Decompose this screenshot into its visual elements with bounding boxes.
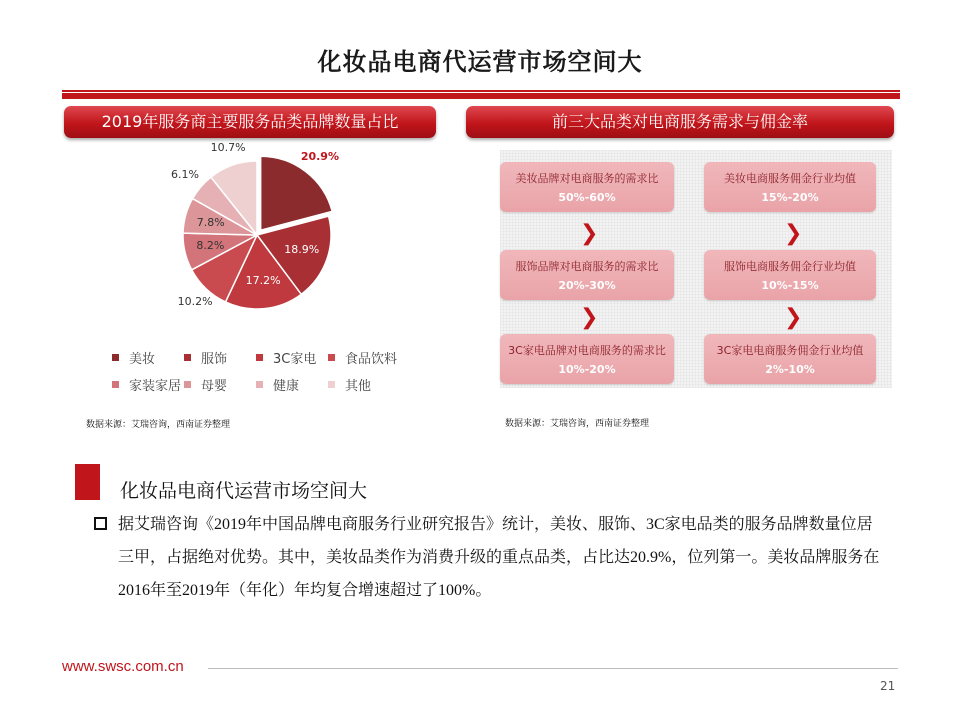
legend-item <box>112 375 184 394</box>
legend-item <box>184 375 256 394</box>
pie-data-label: 6.1% <box>171 168 199 182</box>
legend-label: 其他 <box>345 379 372 394</box>
demand-card-label: 服饰品牌对电商服务的需求比 <box>515 260 659 273</box>
footer-divider <box>208 668 898 669</box>
pie-data-label: 10.7% <box>210 141 246 155</box>
arrow-down-icon: ❯ <box>784 221 803 246</box>
legend-label: 母婴 <box>201 379 228 394</box>
pie-chart <box>100 140 440 330</box>
legend-label: 食品饮料 <box>345 352 398 367</box>
arrow-down-icon: ❯ <box>784 305 803 330</box>
commission-card-label: 3C家电电商服务佣金行业均值 <box>716 344 864 357</box>
demand-card-label: 美妆品牌对电商服务的需求比 <box>515 172 659 185</box>
pie-data-label: 8.2% <box>196 238 225 252</box>
legend-label: 美妆 <box>129 352 156 367</box>
demand-card-3c <box>500 334 674 384</box>
legend-swatch <box>328 354 335 361</box>
page-number: 21 <box>880 679 896 693</box>
section-marker <box>75 464 100 500</box>
bullet-square-icon <box>94 517 107 530</box>
legend-swatch <box>328 381 335 388</box>
legend-label: 健康 <box>273 379 300 394</box>
page-title: 化妆品电商代运营市场空间大 <box>317 48 643 76</box>
legend-item <box>184 348 256 367</box>
arrow-down-icon: ❯ <box>580 305 599 330</box>
demand-card-value: 20%-30% <box>558 279 616 292</box>
legend-item <box>328 348 400 367</box>
commission-card-label: 美妆电商服务佣金行业均值 <box>724 172 856 185</box>
right-source: 数据来源：艾瑞咨询，西南证券整理 <box>505 419 650 429</box>
pie-chart-svg <box>100 140 440 330</box>
legend-item <box>256 348 328 367</box>
pie-data-label: 10.2% <box>177 294 213 308</box>
legend-swatch <box>184 354 191 361</box>
commission-card-value: 10%-15% <box>761 279 819 292</box>
legend-swatch <box>184 381 191 388</box>
left-panel-header: 2019年服务商主要服务品类品牌数量占比 <box>64 106 436 138</box>
section-title: 化妆品电商代运营市场空间大 <box>120 480 368 502</box>
commission-card-value: 2%-10% <box>765 363 815 376</box>
footer-url[interactable]: www.swsc.com.cn <box>62 658 184 675</box>
pie-data-label: 18.9% <box>284 243 320 257</box>
right-panel-header: 前三大品类对电商服务需求与佣金率 <box>466 106 894 138</box>
pie-data-label: 17.2% <box>245 273 281 287</box>
title-divider-thin <box>62 90 900 92</box>
demand-card-label: 3C家电品牌对电商服务的需求比 <box>508 344 666 357</box>
demand-card-beauty <box>500 162 674 212</box>
demand-card-value: 10%-20% <box>558 363 616 376</box>
title-divider-thick <box>62 93 900 99</box>
commission-card-3c <box>704 334 876 384</box>
legend-item <box>256 375 328 394</box>
legend-label: 3C家电 <box>273 352 317 367</box>
arrow-down-icon: ❯ <box>580 221 599 246</box>
commission-card-beauty <box>704 162 876 212</box>
pie-data-label: 20.9% <box>300 150 339 164</box>
legend-item <box>328 375 400 394</box>
legend-swatch <box>112 354 119 361</box>
legend-swatch <box>256 354 263 361</box>
left-source: 数据来源：艾瑞咨询，西南证券整理 <box>86 420 231 430</box>
legend-swatch <box>112 381 119 388</box>
commission-card-apparel <box>704 250 876 300</box>
demand-card-apparel <box>500 250 674 300</box>
legend-item <box>112 348 184 367</box>
demand-card-value: 50%-60% <box>558 191 616 204</box>
pie-legend <box>112 344 442 398</box>
pie-data-label: 7.8% <box>196 215 225 229</box>
legend-swatch <box>256 381 263 388</box>
commission-card-label: 服饰电商服务佣金行业均值 <box>724 260 856 273</box>
section-body: 据艾瑞咨询《2019年中国品牌电商服务行业研究报告》统计，美妆、服饰、3C家电品类的服务品牌数量位居三甲，占据绝对优势。其中，美妆品类作为消费升级的重点品类，占比达20.9%，位列第一。美妆品牌服务在2016年至2019年（年化）年均复合增速超过了100%。 <box>118 516 880 599</box>
legend-label: 家装家居 <box>129 379 182 394</box>
commission-card-value: 15%-20% <box>761 191 819 204</box>
legend-label: 服饰 <box>201 352 228 367</box>
demand-commission-diagram <box>500 150 892 388</box>
